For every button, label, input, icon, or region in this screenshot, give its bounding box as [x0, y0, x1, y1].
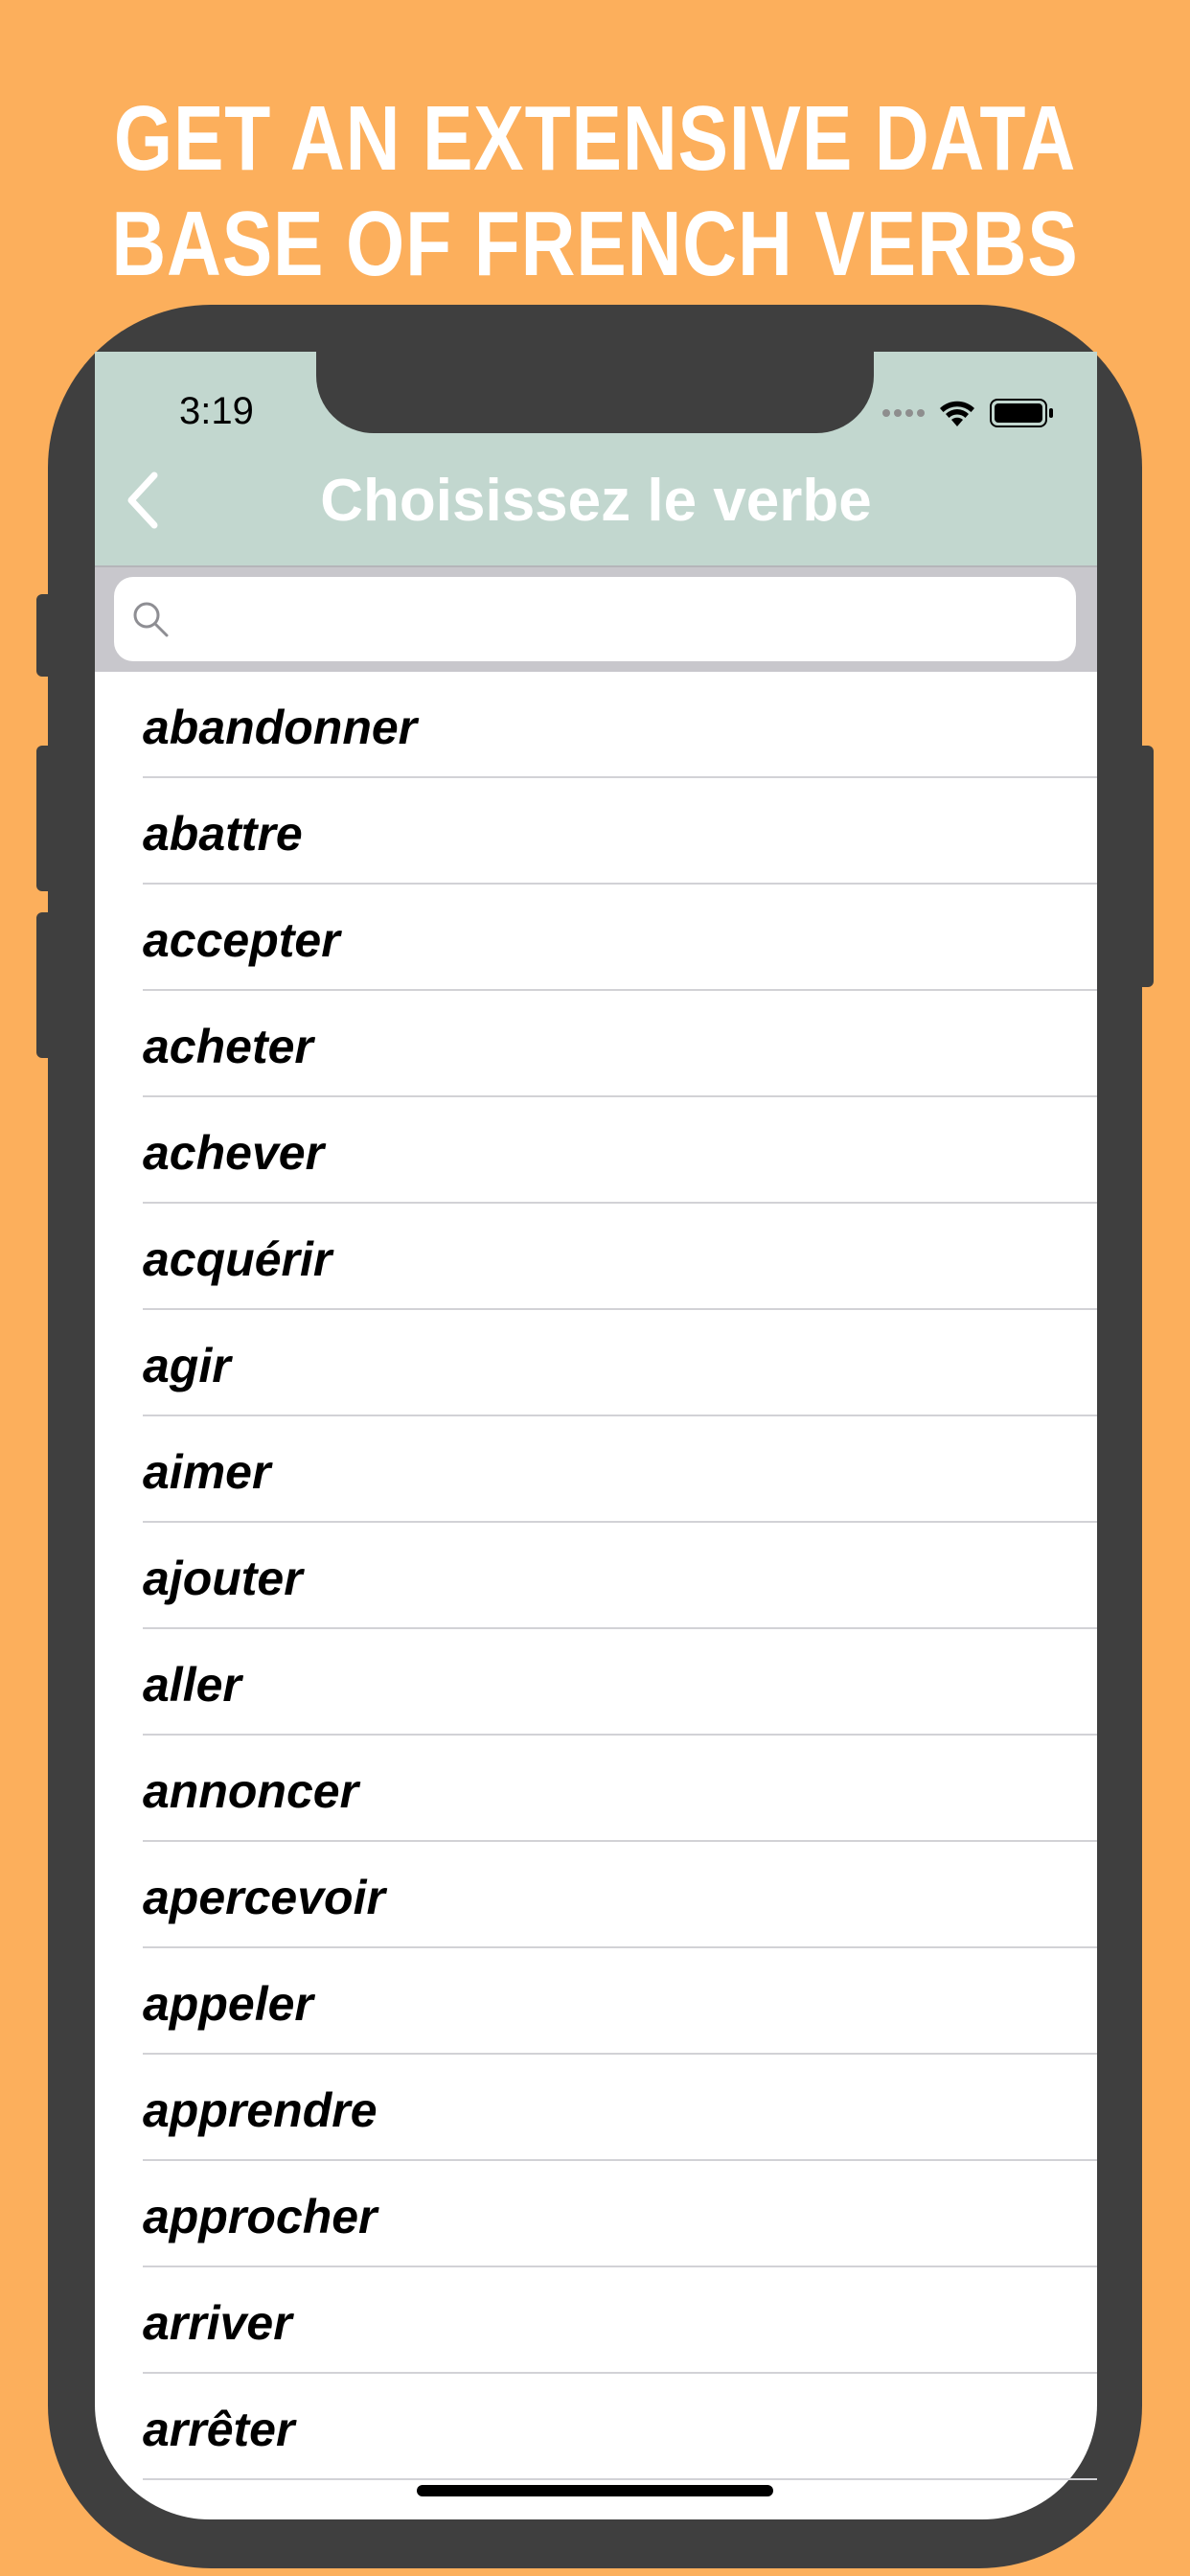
verb-label: ajouter [143, 1552, 303, 1605]
list-item[interactable] [95, 778, 1097, 885]
list-item[interactable] [95, 991, 1097, 1097]
list-item[interactable] [95, 1310, 1097, 1416]
promo-headline [107, 86, 1083, 297]
list-item[interactable] [95, 1842, 1097, 1948]
signal-icon [882, 409, 925, 417]
list-item[interactable] [95, 672, 1097, 778]
list-item[interactable] [95, 1204, 1097, 1310]
list-item[interactable] [95, 1416, 1097, 1523]
verb-label: appeler [143, 1977, 313, 2031]
verb-label: acquérir [143, 1232, 332, 1286]
verb-label: accepter [143, 913, 340, 967]
battery-icon [990, 398, 1055, 428]
verb-label: aimer [143, 1445, 271, 1499]
phone-screen [95, 352, 1097, 2519]
list-item[interactable] [95, 2055, 1097, 2161]
verb-label: abattre [143, 807, 303, 861]
list-item[interactable] [95, 1948, 1097, 2055]
promo-line-1: GET AN EXTENSIVE DATA [113, 87, 1077, 190]
home-indicator[interactable] [417, 2485, 773, 2496]
list-item[interactable] [95, 1736, 1097, 1842]
list-item[interactable] [95, 2374, 1097, 2480]
verb-list [95, 672, 1097, 2456]
notch [316, 305, 874, 433]
search-icon [131, 600, 170, 638]
verb-label: agir [143, 1339, 231, 1392]
wifi-icon [938, 398, 976, 428]
verb-label: annoncer [143, 1764, 359, 1818]
verb-label: arriver [143, 2296, 292, 2350]
list-item[interactable] [95, 885, 1097, 991]
list-item[interactable] [95, 2267, 1097, 2374]
verb-label: abandonner [143, 701, 418, 754]
list-item[interactable] [95, 1629, 1097, 1736]
page-title: Choisissez le verbe [320, 468, 872, 534]
search-input[interactable] [187, 577, 1053, 663]
verb-label: approcher [143, 2190, 378, 2243]
promo-line-2: BASE OF FRENCH VERBS [111, 193, 1079, 295]
verb-label: apprendre [143, 2083, 378, 2137]
verb-label: arrêter [143, 2403, 295, 2456]
verb-label: apercevoir [143, 1871, 385, 1924]
search-bar [95, 565, 1097, 672]
verb-label: achever [143, 1126, 325, 1180]
verb-label: acheter [143, 1020, 313, 1073]
list-item[interactable] [95, 2161, 1097, 2267]
list-item[interactable] [95, 1097, 1097, 1204]
status-icons [882, 394, 1055, 432]
status-time: 3:19 [179, 390, 254, 432]
search-field[interactable] [114, 577, 1076, 661]
verb-label: aller [143, 1658, 241, 1712]
list-item[interactable] [95, 1523, 1097, 1629]
